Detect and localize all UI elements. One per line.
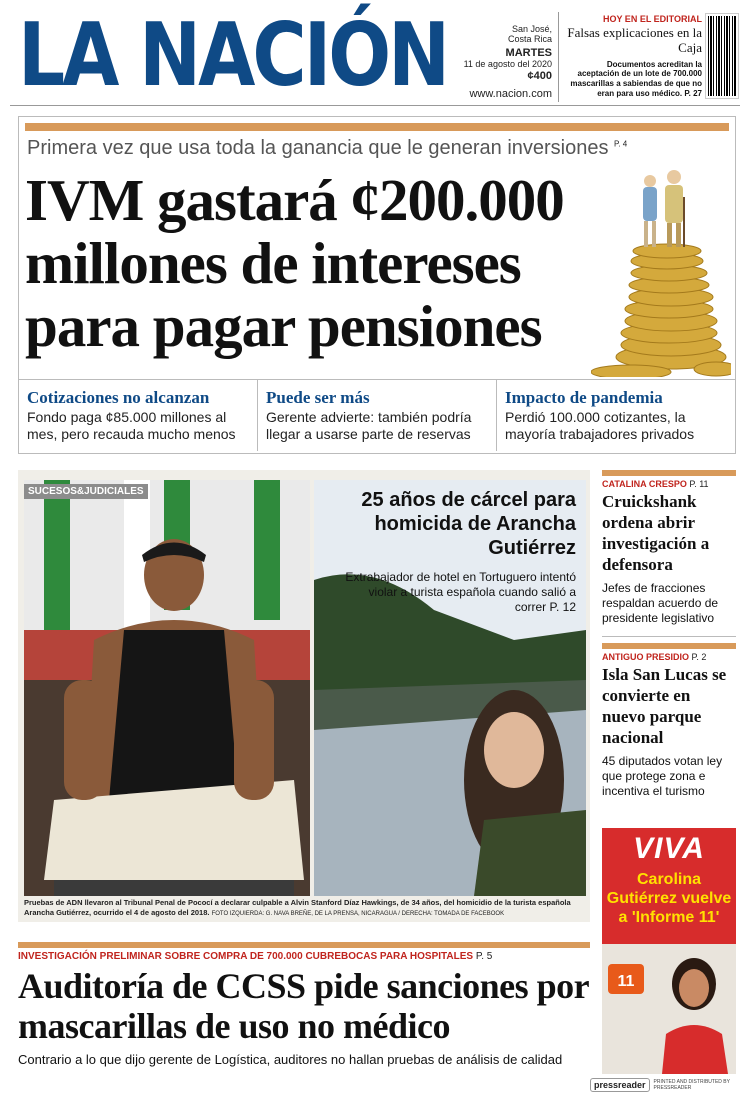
lead-kicker-text: Primera vez que usa toda la ganancia que le generan inversiones: [27, 137, 609, 159]
promo-text: Carolina Gutiérrez vuelve a 'Informe 11': [606, 871, 732, 926]
editorial-title: Falsas explicaciones en la Caja: [567, 25, 702, 55]
weekday: MARTES: [505, 46, 552, 59]
masthead: [10, 4, 740, 107]
side-story-body: Jefes de fracciones respaldan acuerdo de presidente legislativo: [602, 581, 719, 625]
section-tag[interactable]: SUCESOS&JUDICIALES: [24, 484, 148, 499]
defendant-photo-illustration: [24, 480, 310, 896]
subhead-desc: Perdió 100.000 cotizantes, la mayoría trabajadores privados: [505, 409, 695, 442]
issue-date: 11 de agosto del 2020: [463, 59, 552, 70]
subhead-title: Puede ser más: [266, 388, 370, 407]
coins-illustration: [591, 157, 731, 377]
promo-photo: [602, 944, 736, 1074]
side-story-title[interactable]: Isla San Lucas se convierte en nuevo parque nacional: [602, 665, 727, 747]
lead-kicker: [27, 137, 627, 160]
divider: [558, 12, 559, 102]
subhead-item[interactable]: [258, 380, 497, 451]
footer: [590, 1076, 740, 1094]
crime-headline[interactable]: 25 años de cárcel para homicida de Arancha Gutiérrez: [361, 489, 576, 559]
crime-page: P. 12: [549, 600, 576, 614]
bottom-desc: Contrario a lo que dijo gerente de Logística, auditores no hallan pruebas de análisis de calidad: [18, 1052, 563, 1067]
accent-bar: [25, 123, 729, 131]
caption-text: Pruebas de ADN llevaron al Tribunal Penal de Pococí a declarar culpable a Alvin Stanford Díaz Hawkings, de 34 años, del homicidio de la turista española Arancha Gutiérrez, ocurrido el 4 de agosto del 2018.: [24, 898, 571, 917]
crime-body: [338, 570, 576, 615]
bottom-page: P. 5: [475, 951, 493, 962]
lead-page: P. 4: [614, 139, 628, 149]
issue-info: [456, 24, 552, 101]
subhead-desc: Gerente advierte: también podría llegar a usarse parte de reservas: [266, 409, 472, 442]
lead-story[interactable]: [18, 116, 736, 454]
subhead-item[interactable]: [497, 380, 735, 451]
editorial-tag: HOY EN EL EDITORIAL: [602, 14, 702, 24]
subhead-item[interactable]: [19, 380, 258, 451]
side-story[interactable]: [602, 643, 736, 809]
bottom-tag-text: INVESTIGACIÓN PRELIMINAR SOBRE COMPRA DE 700.000 CUBREBOCAS PARA HOSPITALES: [18, 951, 474, 962]
pressreader-logo[interactable]: pressreader: [590, 1078, 650, 1092]
website-link[interactable]: www.nacion.com: [469, 88, 552, 101]
side-story-tag-text: ANTIGUO PRESIDIO: [602, 652, 690, 662]
editorial-teaser[interactable]: [566, 14, 702, 98]
side-story-page: P. 11: [689, 479, 709, 489]
side-story-page: P. 2: [691, 652, 707, 662]
subhead-title: Impacto de pandemia: [505, 388, 663, 407]
lead-headline[interactable]: IVM gastará ¢200.000 millones de intereses para pagar pensiones: [25, 167, 564, 359]
country: Costa Rica: [507, 34, 552, 45]
crime-body-text: Extrabajador de hotel en Tortuguero intentó violar a turista española cuando salió a correr: [345, 570, 576, 614]
price: ¢400: [527, 69, 552, 82]
footer-note: PRINTED AND DISTRIBUTED BY PRESSREADER: [653, 1079, 730, 1091]
barcode: [706, 14, 738, 98]
lead-subheads: [19, 379, 735, 451]
right-column: [602, 470, 736, 815]
side-story-tag-text: CATALINA CRESPO: [602, 479, 687, 489]
accent-bar: [18, 942, 590, 948]
accent-bar: [602, 470, 736, 476]
tv-promo[interactable]: [602, 828, 736, 1074]
promo-logo: 11: [617, 973, 635, 990]
bottom-headline[interactable]: Auditoría de CCSS pide sanciones por mascarillas de uso no médico: [18, 966, 589, 1046]
side-story-tag: [602, 652, 736, 662]
side-story-body: 45 diputados votan ley que protege zona e incentiva el turismo: [602, 754, 723, 798]
subhead-title: Cotizaciones no alcanzan: [27, 388, 210, 407]
bottom-story-tag: [18, 951, 590, 962]
side-story[interactable]: [602, 470, 736, 637]
photo-caption: [24, 898, 586, 919]
accent-bar: [602, 643, 736, 649]
side-story-tag: [602, 479, 736, 489]
bottom-story[interactable]: [18, 942, 590, 1067]
subhead-desc: Fondo paga ¢85.000 millones al mes, pero recauda mucho menos: [27, 409, 236, 442]
photo-credit: FOTO IZQUIERDA: G. NAVA BREÑE, DE LA PRENSA, NICARAGUA / DERECHA: TOMADA DE FACEBOOK: [211, 911, 505, 917]
defendant-photo: [24, 480, 310, 896]
side-story-title[interactable]: Cruickshank ordena abrir investigación a defensora: [602, 492, 710, 574]
promo-brand: VIVA: [633, 832, 705, 865]
editorial-body: Documentos acreditan la aceptación de un lote de 700.000 mascarillas a sabiendas de que no eran para uso médico. P. 27: [570, 59, 702, 98]
crime-story[interactable]: [18, 470, 590, 922]
city: San José,: [511, 24, 552, 34]
newspaper-logo[interactable]: LA NACIÓN: [18, 4, 448, 107]
